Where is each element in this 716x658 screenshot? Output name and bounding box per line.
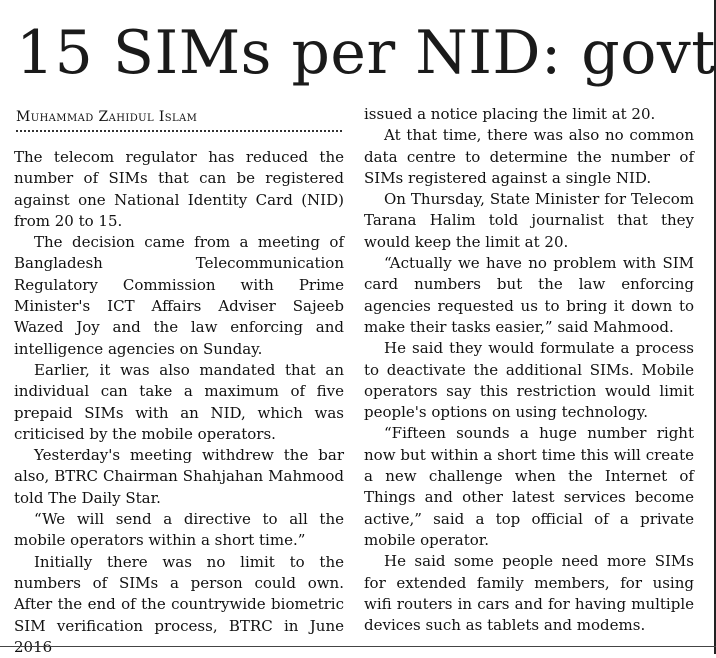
paragraph: “Fifteen sounds a huge number right now but within a short time this will create a new challenge when the Internet of Things and other latest services become active,” said a top official of a private mobile operator. [364,424,694,549]
paragraph: Yesterday's meeting withdrew the bar also, BTRC Chairman Shahjahan Mahmood told The Daily Star. [14,446,344,507]
paragraph: At that time, there was also no common data centre to determine the number of SIMs registered against a single NID. [364,126,694,187]
paragraph: The telecom regulator has reduced the number of SIMs that can be registered against one National Identity Card (NID) from 20 to 15. [14,148,344,230]
article-column-right [364,104,694,636]
paragraph: issued a notice placing the limit at 20. [364,105,656,123]
paragraph: “We will send a directive to all the mobile operators within a short time.” [14,510,344,550]
paragraph: The decision came from a meeting of Bangladesh Telecommunication Regulatory Commission with Prime Minister's ICT Affairs Adviser Sajeeb Wazed Joy and the law enforcing and intelligence agencies on Sunday. [14,233,344,358]
paragraph: Initially there was no limit to the numbers of SIMs a person could own. After the end of the countrywide biometric SIM verification process, BTRC in June 2016 [14,552,344,656]
paragraph: Earlier, it was also mandated that an individual can take a maximum of five prepaid SIMs with an NID, which was criticised by the mobile operators. [14,360,344,443]
paragraph: He said some people need more SIMs for extended family members, for using wifi routers in cars and for having multiple devices such as tablets and modems. [364,552,694,635]
byline-divider [16,130,342,132]
article-column-left [14,147,344,658]
bottom-rule [0,646,716,647]
paragraph: On Thursday, State Minister for Telecom Tarana Halim told journalist that they would keep the limit at 20. [364,190,694,251]
paragraph: “Actually we have no problem with SIM card numbers but the law enforcing agencies requested us to bring it down to make their tasks easier,” said Mahmood. [364,254,694,336]
paragraph: He said they would formulate a process to deactivate the additional SIMs. Mobile operators say this restriction would limit people's options on using technology. [364,339,694,422]
byline: Muhammad Zahidul Islam [16,109,198,125]
headline: 15 SIMs per NID: govt [16,18,716,88]
